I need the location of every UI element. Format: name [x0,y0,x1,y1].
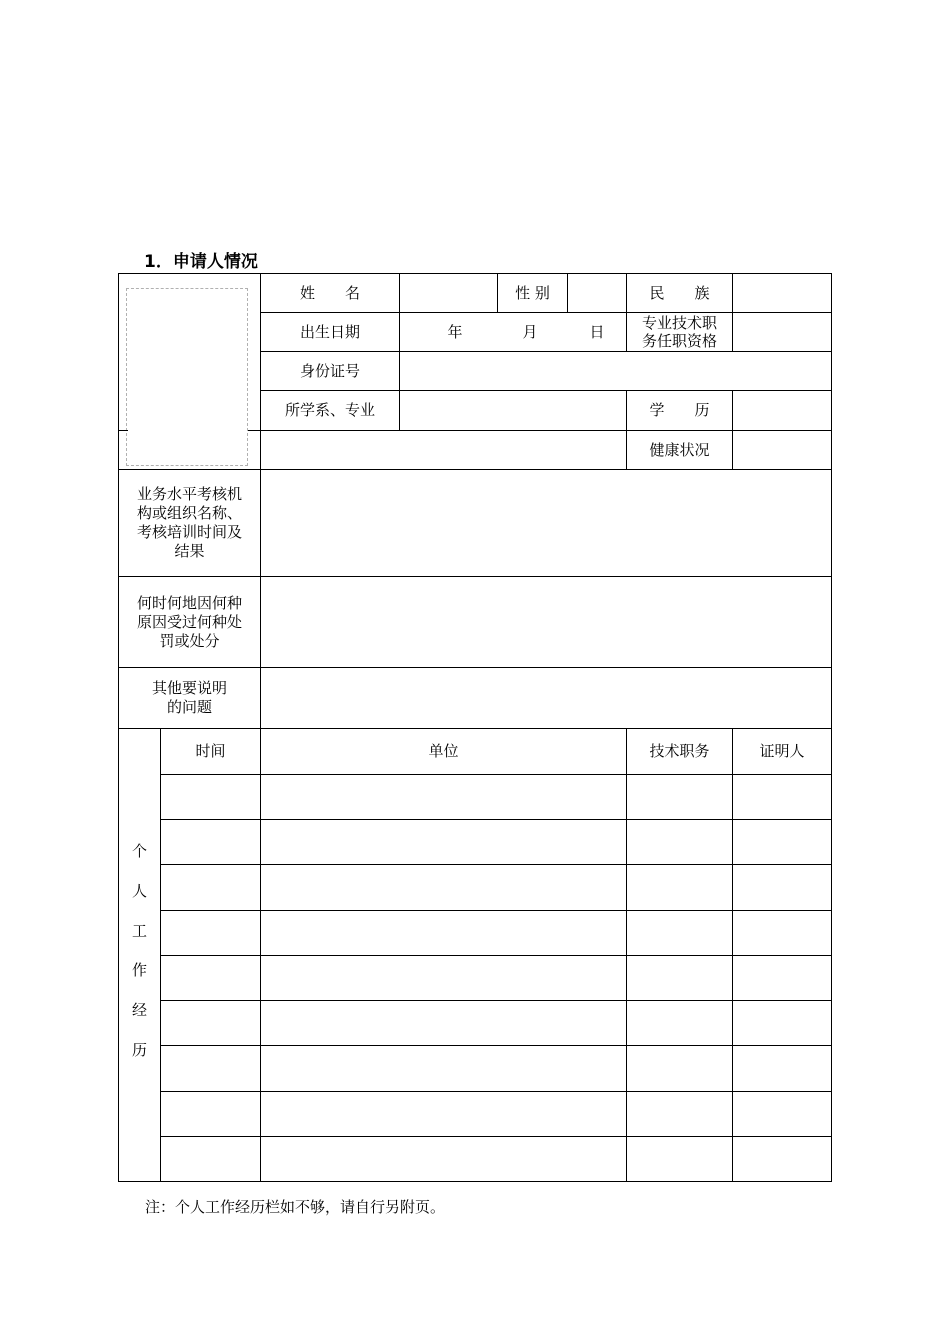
side-char: 个 [131,842,147,860]
header-referee: 证明人 [759,742,805,760]
referee-cell[interactable] [733,910,831,954]
employer-cell[interactable] [261,955,626,999]
referee-cell[interactable] [733,955,831,999]
birth-year-unit: 年 [447,322,463,341]
position-cell[interactable] [627,955,732,999]
major-field[interactable] [400,391,626,430]
section-title: 1．申请人情况 [144,252,258,272]
time-cell[interactable] [161,820,260,864]
referee-cell[interactable] [733,1136,831,1181]
employer-cell[interactable] [261,865,626,909]
referee-cell[interactable] [733,1046,831,1090]
extra-field[interactable] [261,431,626,469]
time-cell[interactable] [161,1136,260,1181]
time-cell[interactable] [161,865,260,909]
time-cell[interactable] [161,1001,260,1045]
ethnicity-field[interactable] [733,274,831,312]
side-char: 历 [131,1040,147,1059]
referee-cell[interactable] [733,1091,831,1135]
side-char: 人 [131,881,147,900]
photo-placeholder[interactable] [126,288,248,466]
referee-cell[interactable] [733,1001,831,1045]
form-border-bottom [118,1181,832,1182]
time-cell[interactable] [161,955,260,999]
health-field[interactable] [733,431,831,469]
penalty-field[interactable] [261,577,831,667]
position-cell[interactable] [627,1136,732,1181]
employer-cell[interactable] [261,1001,626,1045]
side-char: 经 [131,1001,147,1020]
gender-label: 性 别 [515,283,550,302]
name-field[interactable] [400,274,497,312]
footnote: 注：个人工作经历栏如不够，请自行另附页。 [145,1198,446,1216]
position-cell[interactable] [627,910,732,954]
work-history-side-label [119,840,160,1060]
professional-title-label: 专业技术职 务任职资格 [641,314,717,350]
penalty-label: 何时何地因何种 原因受过何种处 罚或处分 [136,593,242,650]
gender-field[interactable] [568,274,626,312]
referee-cell[interactable] [733,820,831,864]
education-label: 学 历 [649,401,710,419]
employer-cell[interactable] [261,910,626,954]
side-char: 作 [131,961,147,980]
employer-cell[interactable] [261,1091,626,1135]
ethnicity-label: 民 族 [649,283,710,302]
position-cell[interactable] [627,820,732,864]
employer-cell[interactable] [261,775,626,819]
birth-month-unit: 月 [522,322,538,341]
professional-title-field[interactable] [733,313,831,351]
referee-cell[interactable] [733,775,831,819]
time-cell[interactable] [161,910,260,954]
position-cell[interactable] [627,1046,732,1090]
other-notes-label: 其他要说明 的问题 [151,679,227,716]
header-position: 技术职务 [649,742,710,760]
id-number-field[interactable] [400,352,831,390]
employer-cell[interactable] [261,1136,626,1181]
header-employer: 单位 [428,742,459,760]
other-notes-field[interactable] [261,668,831,728]
position-cell[interactable] [627,1091,732,1135]
education-field[interactable] [733,391,831,430]
assessment-label: 业务水平考核机 构或组织名称、 考核培训时间及 结果 [136,485,242,560]
position-cell[interactable] [627,775,732,819]
id-number-label: 身份证号 [299,361,360,380]
time-cell[interactable] [161,1091,260,1135]
position-cell[interactable] [627,865,732,909]
health-label: 健康状况 [649,440,710,459]
assessment-field[interactable] [261,470,831,576]
header-time: 时间 [195,742,226,760]
time-cell[interactable] [161,775,260,819]
employer-cell[interactable] [261,1046,626,1090]
row-divider [118,430,128,431]
birth-date-label: 出生日期 [299,322,360,341]
side-char: 工 [131,921,147,940]
position-cell[interactable] [627,1001,732,1045]
major-label: 所学系、专业 [284,401,375,419]
name-label: 姓 名 [299,283,360,302]
birth-day-unit: 日 [589,322,605,341]
employer-cell[interactable] [261,820,626,864]
time-cell[interactable] [161,1046,260,1090]
referee-cell[interactable] [733,865,831,909]
